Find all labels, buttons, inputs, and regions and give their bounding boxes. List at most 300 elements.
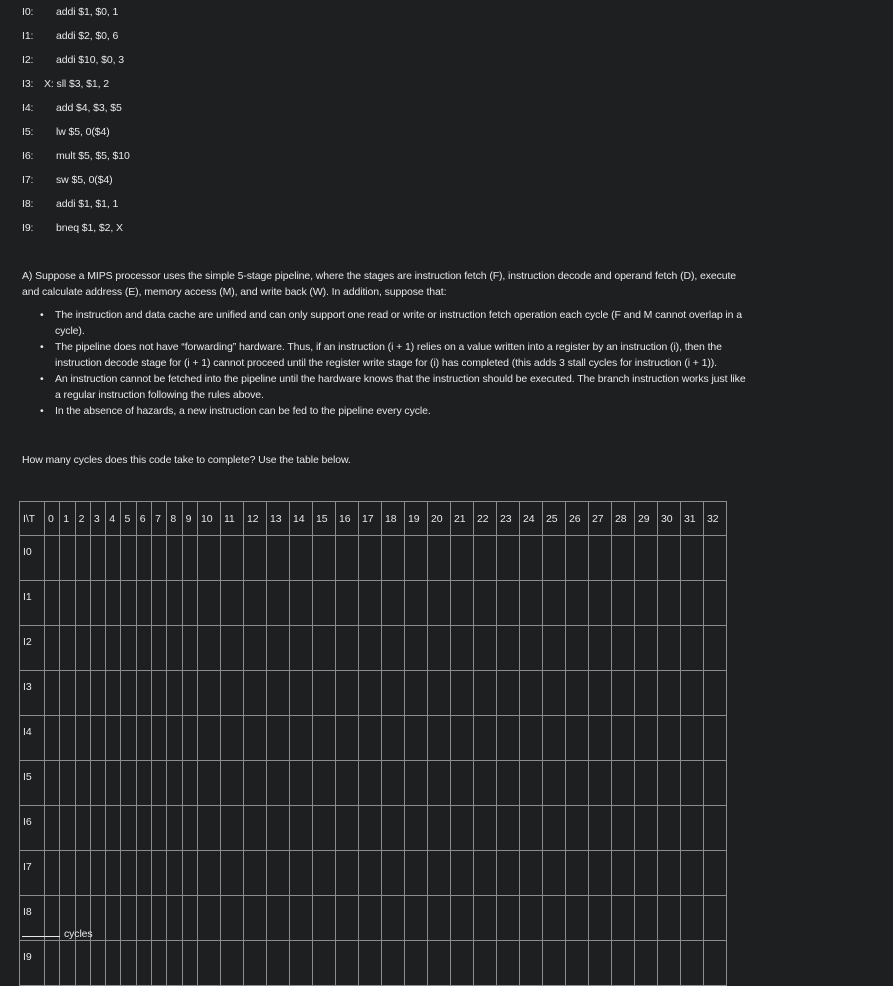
table-cell[interactable] [542, 671, 565, 716]
table-cell[interactable] [182, 761, 197, 806]
table-cell[interactable] [496, 941, 519, 986]
table-cell[interactable] [182, 671, 197, 716]
table-cell[interactable] [152, 671, 167, 716]
table-cell[interactable] [152, 716, 167, 761]
table-cell[interactable] [289, 626, 312, 671]
table-cell[interactable] [565, 626, 588, 671]
table-cell[interactable] [588, 536, 611, 581]
table-cell[interactable] [243, 671, 266, 716]
table-cell[interactable] [121, 761, 136, 806]
table-cell[interactable] [182, 581, 197, 626]
table-cell[interactable] [473, 896, 496, 941]
table-cell[interactable] [312, 851, 335, 896]
table-cell[interactable] [289, 851, 312, 896]
table-cell[interactable] [519, 761, 542, 806]
table-cell[interactable] [381, 761, 404, 806]
table-cell[interactable] [266, 626, 289, 671]
table-cell[interactable] [220, 941, 243, 986]
table-cell[interactable] [634, 761, 657, 806]
table-cell[interactable] [703, 806, 726, 851]
table-cell[interactable] [565, 941, 588, 986]
table-cell[interactable] [519, 626, 542, 671]
table-cell[interactable] [496, 896, 519, 941]
table-cell[interactable] [136, 896, 151, 941]
table-cell[interactable] [136, 581, 151, 626]
answer-blank[interactable] [22, 924, 60, 937]
table-cell[interactable] [565, 896, 588, 941]
table-cell[interactable] [266, 941, 289, 986]
table-cell[interactable] [381, 536, 404, 581]
table-cell[interactable] [611, 626, 634, 671]
table-cell[interactable] [611, 851, 634, 896]
table-cell[interactable] [45, 761, 60, 806]
table-cell[interactable] [106, 941, 121, 986]
table-cell[interactable] [182, 941, 197, 986]
table-cell[interactable] [542, 536, 565, 581]
table-cell[interactable] [90, 536, 105, 581]
table-cell[interactable] [60, 806, 75, 851]
table-cell[interactable] [182, 806, 197, 851]
table-cell[interactable] [312, 536, 335, 581]
table-cell[interactable] [427, 626, 450, 671]
table-cell[interactable] [45, 626, 60, 671]
table-cell[interactable] [136, 851, 151, 896]
table-cell[interactable] [519, 851, 542, 896]
table-cell[interactable] [427, 806, 450, 851]
table-cell[interactable] [312, 716, 335, 761]
table-cell[interactable] [358, 671, 381, 716]
table-cell[interactable] [680, 941, 703, 986]
table-cell[interactable] [427, 581, 450, 626]
table-cell[interactable] [167, 536, 182, 581]
table-cell[interactable] [45, 941, 60, 986]
table-cell[interactable] [473, 536, 496, 581]
table-cell[interactable] [289, 896, 312, 941]
table-cell[interactable] [450, 851, 473, 896]
table-cell[interactable] [136, 941, 151, 986]
table-cell[interactable] [121, 806, 136, 851]
table-cell[interactable] [106, 806, 121, 851]
table-cell[interactable] [496, 626, 519, 671]
table-cell[interactable] [106, 626, 121, 671]
table-cell[interactable] [136, 761, 151, 806]
table-cell[interactable] [121, 851, 136, 896]
table-cell[interactable] [45, 536, 60, 581]
table-cell[interactable] [680, 761, 703, 806]
table-cell[interactable] [60, 581, 75, 626]
table-cell[interactable] [90, 581, 105, 626]
table-cell[interactable] [243, 581, 266, 626]
table-cell[interactable] [657, 671, 680, 716]
table-cell[interactable] [182, 716, 197, 761]
table-cell[interactable] [197, 581, 220, 626]
table-cell[interactable] [220, 851, 243, 896]
table-cell[interactable] [266, 806, 289, 851]
table-cell[interactable] [519, 671, 542, 716]
table-cell[interactable] [60, 851, 75, 896]
table-cell[interactable] [519, 941, 542, 986]
table-cell[interactable] [634, 806, 657, 851]
table-cell[interactable] [167, 761, 182, 806]
table-cell[interactable] [220, 671, 243, 716]
table-cell[interactable] [496, 806, 519, 851]
table-cell[interactable] [427, 941, 450, 986]
table-cell[interactable] [220, 536, 243, 581]
table-cell[interactable] [335, 716, 358, 761]
table-cell[interactable] [90, 761, 105, 806]
table-cell[interactable] [106, 671, 121, 716]
table-cell[interactable] [450, 671, 473, 716]
table-cell[interactable] [588, 761, 611, 806]
table-cell[interactable] [496, 716, 519, 761]
table-cell[interactable] [588, 671, 611, 716]
table-cell[interactable] [588, 716, 611, 761]
table-cell[interactable] [496, 581, 519, 626]
table-cell[interactable] [136, 536, 151, 581]
table-cell[interactable] [121, 671, 136, 716]
table-cell[interactable] [182, 536, 197, 581]
table-cell[interactable] [358, 581, 381, 626]
table-cell[interactable] [657, 851, 680, 896]
table-cell[interactable] [381, 671, 404, 716]
table-cell[interactable] [152, 806, 167, 851]
table-cell[interactable] [220, 626, 243, 671]
table-cell[interactable] [90, 851, 105, 896]
table-cell[interactable] [473, 671, 496, 716]
table-cell[interactable] [60, 716, 75, 761]
table-cell[interactable] [634, 626, 657, 671]
table-cell[interactable] [136, 716, 151, 761]
table-cell[interactable] [381, 716, 404, 761]
table-cell[interactable] [182, 896, 197, 941]
table-cell[interactable] [358, 626, 381, 671]
table-cell[interactable] [167, 581, 182, 626]
table-cell[interactable] [427, 671, 450, 716]
table-cell[interactable] [167, 671, 182, 716]
table-cell[interactable] [312, 806, 335, 851]
table-cell[interactable] [197, 896, 220, 941]
table-cell[interactable] [473, 626, 496, 671]
table-cell[interactable] [121, 626, 136, 671]
table-cell[interactable] [404, 941, 427, 986]
table-cell[interactable] [565, 671, 588, 716]
table-cell[interactable] [106, 581, 121, 626]
table-cell[interactable] [542, 626, 565, 671]
table-cell[interactable] [75, 671, 90, 716]
table-cell[interactable] [657, 716, 680, 761]
table-cell[interactable] [167, 626, 182, 671]
table-cell[interactable] [289, 536, 312, 581]
table-cell[interactable] [266, 716, 289, 761]
table-cell[interactable] [427, 851, 450, 896]
table-cell[interactable] [519, 536, 542, 581]
table-cell[interactable] [634, 716, 657, 761]
table-cell[interactable] [657, 626, 680, 671]
table-cell[interactable] [404, 716, 427, 761]
table-cell[interactable] [542, 716, 565, 761]
table-cell[interactable] [519, 716, 542, 761]
table-cell[interactable] [611, 941, 634, 986]
table-cell[interactable] [542, 851, 565, 896]
table-cell[interactable] [106, 536, 121, 581]
table-cell[interactable] [634, 581, 657, 626]
table-cell[interactable] [167, 941, 182, 986]
table-cell[interactable] [634, 896, 657, 941]
table-cell[interactable] [45, 716, 60, 761]
table-cell[interactable] [60, 536, 75, 581]
table-cell[interactable] [266, 536, 289, 581]
table-cell[interactable] [197, 716, 220, 761]
table-cell[interactable] [680, 536, 703, 581]
table-cell[interactable] [182, 626, 197, 671]
table-cell[interactable] [75, 581, 90, 626]
table-cell[interactable] [519, 896, 542, 941]
table-cell[interactable] [703, 896, 726, 941]
table-cell[interactable] [427, 536, 450, 581]
table-cell[interactable] [266, 896, 289, 941]
table-cell[interactable] [335, 761, 358, 806]
table-cell[interactable] [197, 806, 220, 851]
table-cell[interactable] [45, 806, 60, 851]
table-cell[interactable] [358, 716, 381, 761]
table-cell[interactable] [634, 941, 657, 986]
table-cell[interactable] [197, 941, 220, 986]
table-cell[interactable] [335, 626, 358, 671]
table-cell[interactable] [542, 581, 565, 626]
table-cell[interactable] [450, 581, 473, 626]
table-cell[interactable] [496, 671, 519, 716]
table-cell[interactable] [312, 896, 335, 941]
table-cell[interactable] [634, 671, 657, 716]
table-cell[interactable] [404, 806, 427, 851]
table-cell[interactable] [450, 806, 473, 851]
table-cell[interactable] [358, 806, 381, 851]
table-cell[interactable] [335, 851, 358, 896]
table-cell[interactable] [565, 851, 588, 896]
table-cell[interactable] [289, 581, 312, 626]
table-cell[interactable] [496, 851, 519, 896]
table-cell[interactable] [60, 626, 75, 671]
table-cell[interactable] [312, 581, 335, 626]
table-cell[interactable] [75, 716, 90, 761]
table-cell[interactable] [75, 851, 90, 896]
table-cell[interactable] [588, 626, 611, 671]
table-cell[interactable] [121, 941, 136, 986]
table-cell[interactable] [358, 896, 381, 941]
table-cell[interactable] [152, 896, 167, 941]
table-cell[interactable] [473, 851, 496, 896]
table-cell[interactable] [60, 941, 75, 986]
table-cell[interactable] [496, 761, 519, 806]
table-cell[interactable] [542, 761, 565, 806]
table-cell[interactable] [680, 806, 703, 851]
table-cell[interactable] [289, 716, 312, 761]
table-cell[interactable] [680, 626, 703, 671]
table-cell[interactable] [197, 536, 220, 581]
table-cell[interactable] [266, 671, 289, 716]
table-cell[interactable] [167, 851, 182, 896]
table-cell[interactable] [152, 536, 167, 581]
table-cell[interactable] [427, 761, 450, 806]
table-cell[interactable] [519, 806, 542, 851]
table-cell[interactable] [703, 671, 726, 716]
table-cell[interactable] [473, 806, 496, 851]
table-cell[interactable] [404, 896, 427, 941]
table-cell[interactable] [90, 716, 105, 761]
table-cell[interactable] [152, 581, 167, 626]
table-cell[interactable] [335, 896, 358, 941]
table-cell[interactable] [450, 716, 473, 761]
table-cell[interactable] [45, 671, 60, 716]
table-cell[interactable] [358, 761, 381, 806]
table-cell[interactable] [703, 941, 726, 986]
table-cell[interactable] [680, 716, 703, 761]
table-cell[interactable] [243, 851, 266, 896]
table-cell[interactable] [106, 716, 121, 761]
table-cell[interactable] [197, 626, 220, 671]
table-cell[interactable] [634, 851, 657, 896]
table-cell[interactable] [167, 806, 182, 851]
table-cell[interactable] [220, 806, 243, 851]
table-cell[interactable] [312, 761, 335, 806]
table-cell[interactable] [121, 536, 136, 581]
table-cell[interactable] [106, 851, 121, 896]
table-cell[interactable] [136, 671, 151, 716]
table-cell[interactable] [381, 941, 404, 986]
table-cell[interactable] [404, 536, 427, 581]
table-cell[interactable] [588, 896, 611, 941]
table-cell[interactable] [243, 716, 266, 761]
table-cell[interactable] [611, 671, 634, 716]
table-cell[interactable] [243, 896, 266, 941]
table-cell[interactable] [45, 581, 60, 626]
table-cell[interactable] [542, 941, 565, 986]
table-cell[interactable] [588, 806, 611, 851]
table-cell[interactable] [90, 896, 105, 941]
table-cell[interactable] [381, 626, 404, 671]
table-cell[interactable] [220, 761, 243, 806]
table-cell[interactable] [404, 581, 427, 626]
table-cell[interactable] [680, 671, 703, 716]
table-cell[interactable] [450, 941, 473, 986]
table-cell[interactable] [90, 626, 105, 671]
table-cell[interactable] [90, 671, 105, 716]
table-cell[interactable] [312, 941, 335, 986]
table-cell[interactable] [75, 626, 90, 671]
table-cell[interactable] [75, 761, 90, 806]
table-cell[interactable] [634, 536, 657, 581]
table-cell[interactable] [611, 806, 634, 851]
table-cell[interactable] [565, 581, 588, 626]
table-cell[interactable] [152, 626, 167, 671]
table-cell[interactable] [588, 851, 611, 896]
table-cell[interactable] [243, 761, 266, 806]
table-cell[interactable] [565, 806, 588, 851]
table-cell[interactable] [121, 896, 136, 941]
table-cell[interactable] [75, 536, 90, 581]
table-cell[interactable] [358, 941, 381, 986]
table-cell[interactable] [542, 806, 565, 851]
table-cell[interactable] [335, 581, 358, 626]
table-cell[interactable] [404, 761, 427, 806]
table-cell[interactable] [450, 761, 473, 806]
table-cell[interactable] [289, 806, 312, 851]
table-cell[interactable] [45, 851, 60, 896]
table-cell[interactable] [75, 941, 90, 986]
table-cell[interactable] [657, 581, 680, 626]
table-cell[interactable] [197, 851, 220, 896]
table-cell[interactable] [60, 671, 75, 716]
table-cell[interactable] [289, 761, 312, 806]
table-cell[interactable] [197, 671, 220, 716]
table-cell[interactable] [220, 581, 243, 626]
table-cell[interactable] [312, 626, 335, 671]
table-cell[interactable] [703, 761, 726, 806]
table-cell[interactable] [381, 896, 404, 941]
table-cell[interactable] [680, 896, 703, 941]
table-cell[interactable] [588, 581, 611, 626]
table-cell[interactable] [519, 581, 542, 626]
table-cell[interactable] [611, 536, 634, 581]
table-cell[interactable] [358, 851, 381, 896]
table-cell[interactable] [266, 581, 289, 626]
table-cell[interactable] [220, 716, 243, 761]
table-cell[interactable] [427, 896, 450, 941]
table-cell[interactable] [588, 941, 611, 986]
table-cell[interactable] [75, 806, 90, 851]
table-cell[interactable] [680, 581, 703, 626]
table-cell[interactable] [496, 536, 519, 581]
table-cell[interactable] [381, 806, 404, 851]
table-cell[interactable] [657, 896, 680, 941]
table-cell[interactable] [60, 761, 75, 806]
table-cell[interactable] [106, 761, 121, 806]
table-cell[interactable] [565, 536, 588, 581]
table-cell[interactable] [450, 536, 473, 581]
table-cell[interactable] [404, 626, 427, 671]
table-cell[interactable] [243, 941, 266, 986]
table-cell[interactable] [657, 941, 680, 986]
table-cell[interactable] [565, 716, 588, 761]
table-cell[interactable] [136, 806, 151, 851]
table-cell[interactable] [703, 581, 726, 626]
table-cell[interactable] [473, 941, 496, 986]
table-cell[interactable] [167, 716, 182, 761]
table-cell[interactable] [657, 806, 680, 851]
table-cell[interactable] [473, 716, 496, 761]
table-cell[interactable] [243, 806, 266, 851]
table-cell[interactable] [121, 581, 136, 626]
table-cell[interactable] [657, 761, 680, 806]
table-cell[interactable] [335, 806, 358, 851]
table-cell[interactable] [404, 671, 427, 716]
table-cell[interactable] [703, 626, 726, 671]
table-cell[interactable] [243, 536, 266, 581]
table-cell[interactable] [152, 941, 167, 986]
table-cell[interactable] [266, 851, 289, 896]
table-cell[interactable] [289, 941, 312, 986]
table-cell[interactable] [335, 671, 358, 716]
table-cell[interactable] [565, 761, 588, 806]
table-cell[interactable] [312, 671, 335, 716]
table-cell[interactable] [197, 761, 220, 806]
table-cell[interactable] [289, 671, 312, 716]
table-cell[interactable] [542, 896, 565, 941]
table-cell[interactable] [703, 716, 726, 761]
table-cell[interactable] [703, 536, 726, 581]
table-cell[interactable] [121, 716, 136, 761]
table-cell[interactable] [358, 536, 381, 581]
